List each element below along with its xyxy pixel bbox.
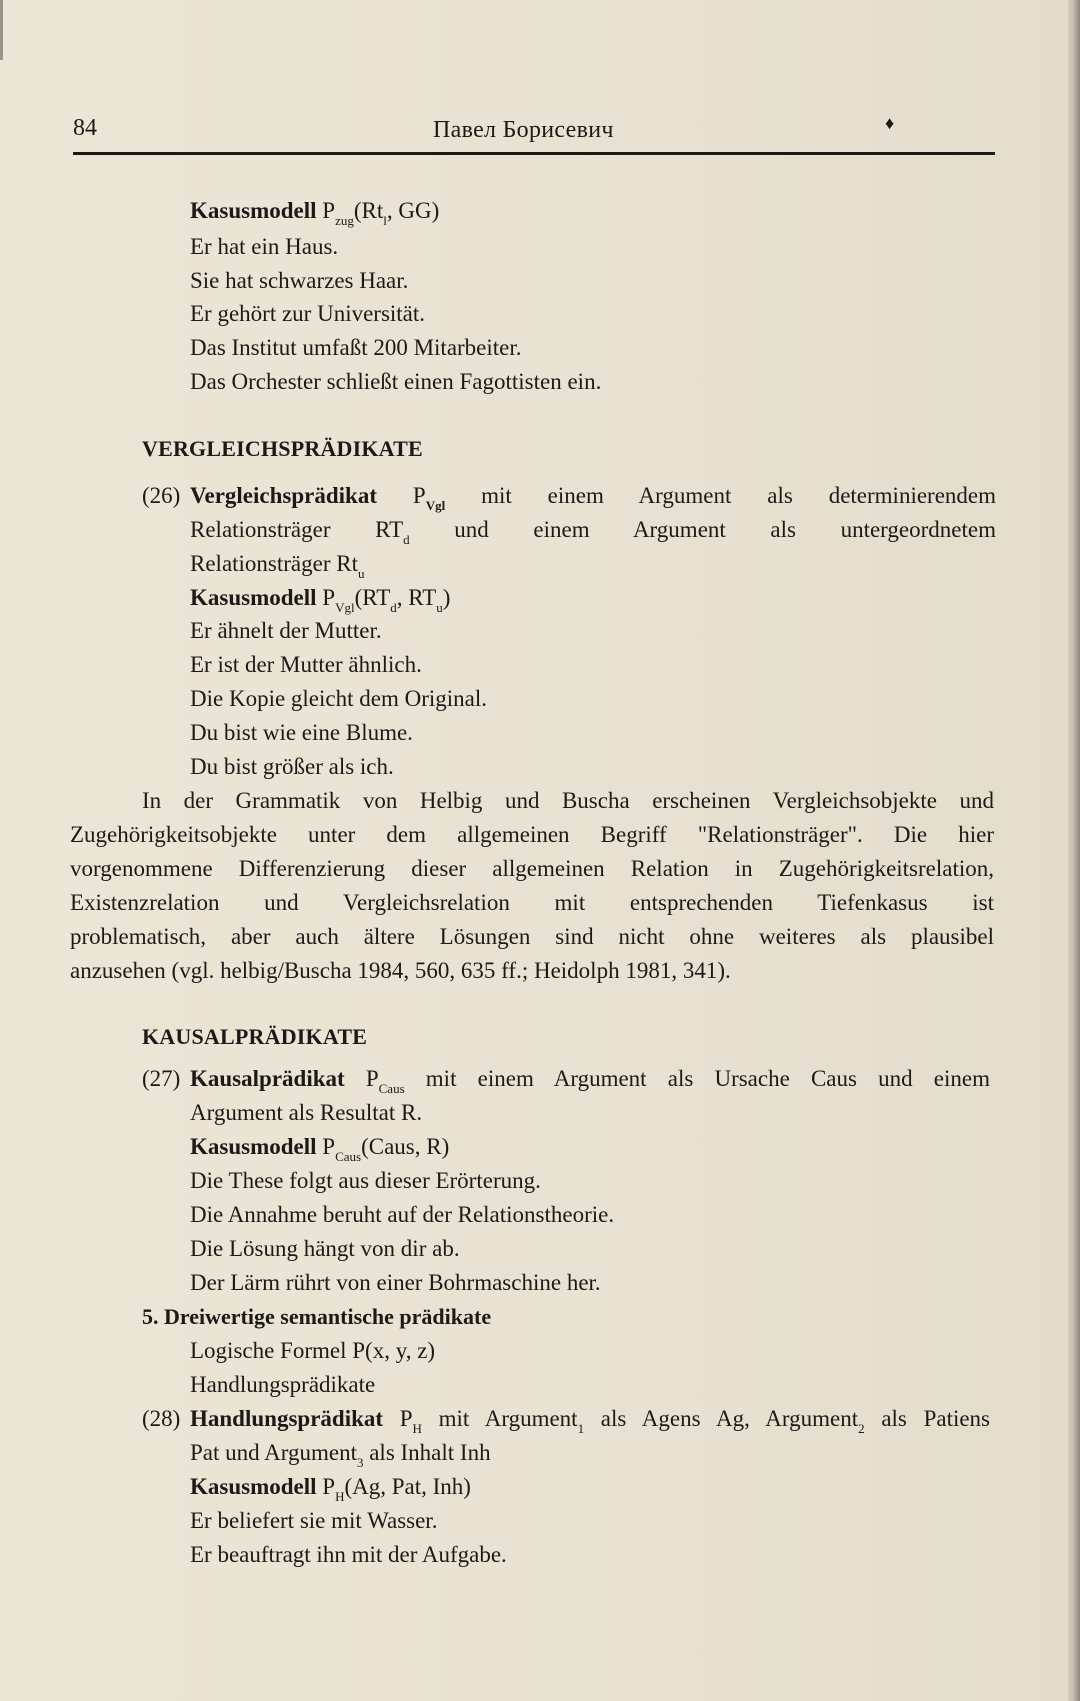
kasusmodell-line: Kasusmodell $P_H(Ag$, Pat, Inh) [190, 1474, 471, 1504]
kasusmodell-line: Kasusmodell $P_{zug}(Rt_l$, GG) [190, 198, 440, 228]
page-edge-mark [0, 0, 3, 60]
example-line: Die Annahme beruht auf der Relationstheorie. [190, 1202, 615, 1227]
running-head: Павел Борисевич [433, 117, 614, 143]
item-number: (27) [142, 1066, 181, 1091]
page-edge-shadow [1068, 0, 1080, 1701]
kasusmodell-line: Kasusmodell $P_{Caus}(Caus$, R) [190, 1134, 450, 1164]
definition-line: Kausalprädikat $P_{Caus}$ mit einem Argument als Ursache Caus und einem [190, 1066, 990, 1096]
example-line: Die These folgt aus dieser Erörterung. [190, 1168, 541, 1193]
ornament-icon: ♦ [885, 113, 895, 133]
definition-line: Pat und Argument$_3$ als Inhalt Inh [190, 1440, 491, 1470]
item-number: (28) [142, 1406, 181, 1431]
page-header [73, 111, 995, 155]
section-heading: VERGLEICHSPRÄDIKATE [142, 436, 423, 461]
paragraph-line: vorgenommene Differenzierung dieser allgemeinen Relation in Zugehörigkeitsrelation, [70, 856, 994, 881]
paragraph-line: problematisch, aber auch ältere Lösungen sind nicht ohne weiteres als plausibel [70, 924, 994, 949]
example-line: Er beauftragt ihn mit der Aufgabe. [190, 1542, 507, 1567]
section-heading: 5. Dreiwertige semantische prädikate [142, 1304, 492, 1329]
example-line: Das Institut umfaßt 200 Mitarbeiter. [190, 335, 522, 360]
definition-line: Relationsträger $RT_d$ und einem Argument als untergeordnetem [190, 517, 996, 547]
example-line: Der Lärm rührt von einer Bohrmaschine her. [190, 1270, 601, 1295]
item-number: (26) [142, 483, 181, 508]
section-heading: KAUSALPRÄDIKATE [142, 1024, 368, 1049]
paragraph-line: In der Grammatik von Helbig und Buscha erscheinen Vergleichsobjekte und [142, 788, 994, 813]
example-line: Er beliefert sie mit Wasser. [190, 1508, 438, 1533]
paragraph-line: Existenzrelation und Vergleichsrelation mit entsprechenden Tiefenkasus ist [70, 890, 994, 915]
formula-line: Logische Formel P(x, y, z) [190, 1338, 436, 1363]
definition-line: Relationsträger $Rt_u$ [190, 551, 365, 581]
example-line: Er gehört zur Universität. [190, 301, 426, 326]
example-line: Du bist größer als ich. [190, 754, 394, 779]
example-line: Die Lösung hängt von dir ab. [190, 1236, 460, 1261]
kasusmodell-line: Kasusmodell $P_{Vgl}(RT_d$, $RT_u$) [190, 585, 451, 615]
definition-line: Argument als Resultat R. [190, 1100, 423, 1125]
example-line: Das Orchester schließt einen Fagottisten ein. [190, 369, 602, 394]
paragraph-line: Zugehörigkeitsobjekte unter dem allgemeinen Begriff "Relationsträger". Die hier [70, 822, 994, 847]
example-line: Er ähnelt der Mutter. [190, 618, 382, 643]
definition-line: Vergleichsprädikat $P_{Vgl}$ mit einem Argument als determinierendem [190, 483, 997, 513]
example-line: Die Kopie gleicht dem Original. [190, 686, 488, 711]
definition-line: Handlungsprädikat $P_H$ mit Argument$_1$ als Agens Ag, Argument$_2$ als Patiens [190, 1406, 991, 1436]
example-line: Er ist der Mutter ähnlich. [190, 652, 422, 677]
example-line: Er hat ein Haus. [190, 234, 339, 259]
subheading-line: Handlungsprädikate [190, 1372, 376, 1397]
page-number: 84 [73, 115, 97, 141]
header-rule [73, 152, 995, 155]
paragraph-line: anzusehen (vgl. helbig/Buscha 1984, 560, 635 ff.; Heidolph 1981, 341). [70, 958, 731, 983]
example-line: Sie hat schwarzes Haar. [190, 268, 409, 293]
example-line: Du bist wie eine Blume. [190, 720, 413, 745]
